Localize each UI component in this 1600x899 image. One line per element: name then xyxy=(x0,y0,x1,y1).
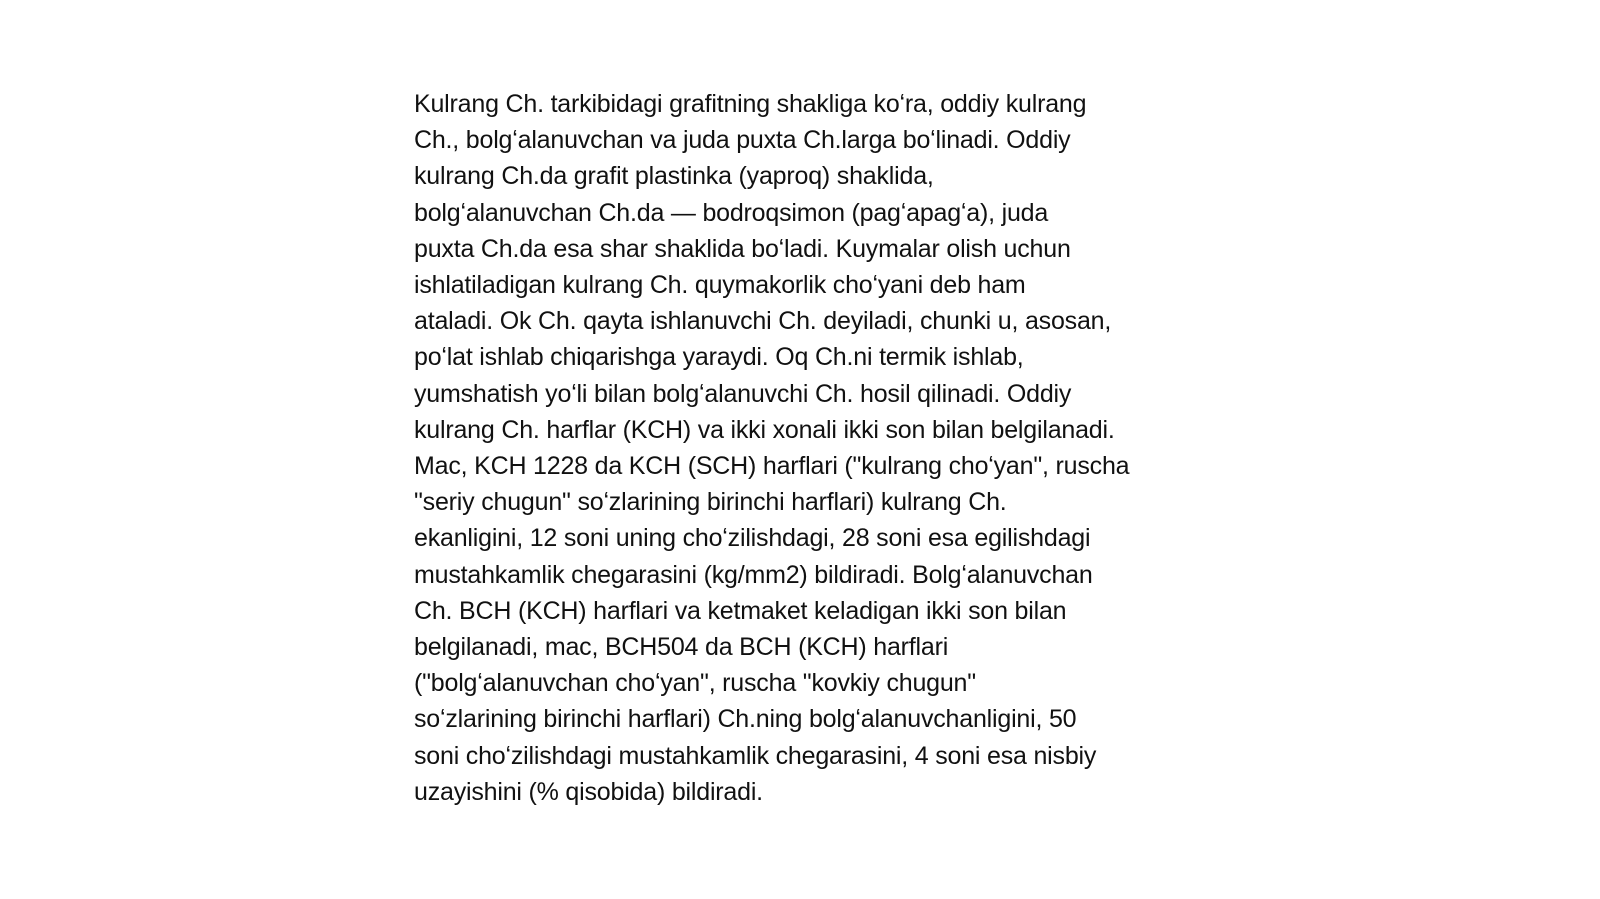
text-line: ekanligini, 12 soni uning choʻzilishdagi, 28 soni esa egilishdagi xyxy=(414,524,1091,553)
text-line: puxta Ch.da esa shar shaklida boʻladi. Kuymalar olish uchun xyxy=(414,234,1071,263)
text-line: ("bolgʻalanuvchan choʻyan", ruscha "kovkiy chugun" xyxy=(414,669,976,698)
text-line: Ch., bolgʻalanuvchan va juda puxta Ch.larga boʻlinadi. Oddiy xyxy=(414,126,1071,155)
text-line: Mac, KCH 1228 da KCH (SCH) harflari ("kulrang choʻyan", ruscha xyxy=(414,452,1130,481)
body-text xyxy=(414,86,1214,810)
text-line: bolgʻalanuvchan Ch.da — bodroqsimon (pagʻapagʻa), juda xyxy=(414,198,1049,227)
text-line: Kulrang Ch. tarkibidagi grafitning shakliga koʻra, oddiy kulrang xyxy=(414,90,1087,118)
text-line: mustahkamlik chegarasini (kg/mm2) bildiradi. Bolgʻalanuvchan xyxy=(414,560,1093,589)
text-line: soni choʻzilishdagi mustahkamlik chegarasini, 4 soni esa nisbiy xyxy=(414,741,1097,770)
text-line: kulrang Ch. harflar (KCH) va ikki xonali ikki son bilan belgilanadi. xyxy=(414,415,1115,444)
text-line: "seriy chugun" soʻzlarining birinchi harflari) kulrang Ch. xyxy=(414,488,1007,517)
text-line: belgilanadi, mac, BCH504 da BCH (KCH) harflari xyxy=(414,633,949,662)
text-line: ishlatiladigan kulrang Ch. quymakorlik choʻyani deb ham xyxy=(414,271,1026,300)
text-line: kulrang Ch.da grafit plastinka (yaproq) shaklida, xyxy=(414,162,934,191)
text-line: ataladi. Ok Ch. qayta ishlanuvchi Ch. deyiladi, chunki u, asosan, xyxy=(414,307,1112,336)
text-line: poʻlat ishlab chiqarishga yaraydi. Oq Ch.ni termik ishlab, xyxy=(414,343,1024,372)
text-line: Ch. BCH (KCH) harflari va ketmaket keladigan ikki son bilan xyxy=(414,596,1067,625)
text-line: soʻzlarining birinchi harflari) Ch.ning bolgʻalanuvchanligini, 50 xyxy=(414,705,1077,734)
text-line: yumshatish yoʻli bilan bolgʻalanuvchi Ch. hosil qilinadi. Oddiy xyxy=(414,379,1072,408)
text-line: uzayishini (% qisobida) bildiradi. xyxy=(414,777,763,806)
